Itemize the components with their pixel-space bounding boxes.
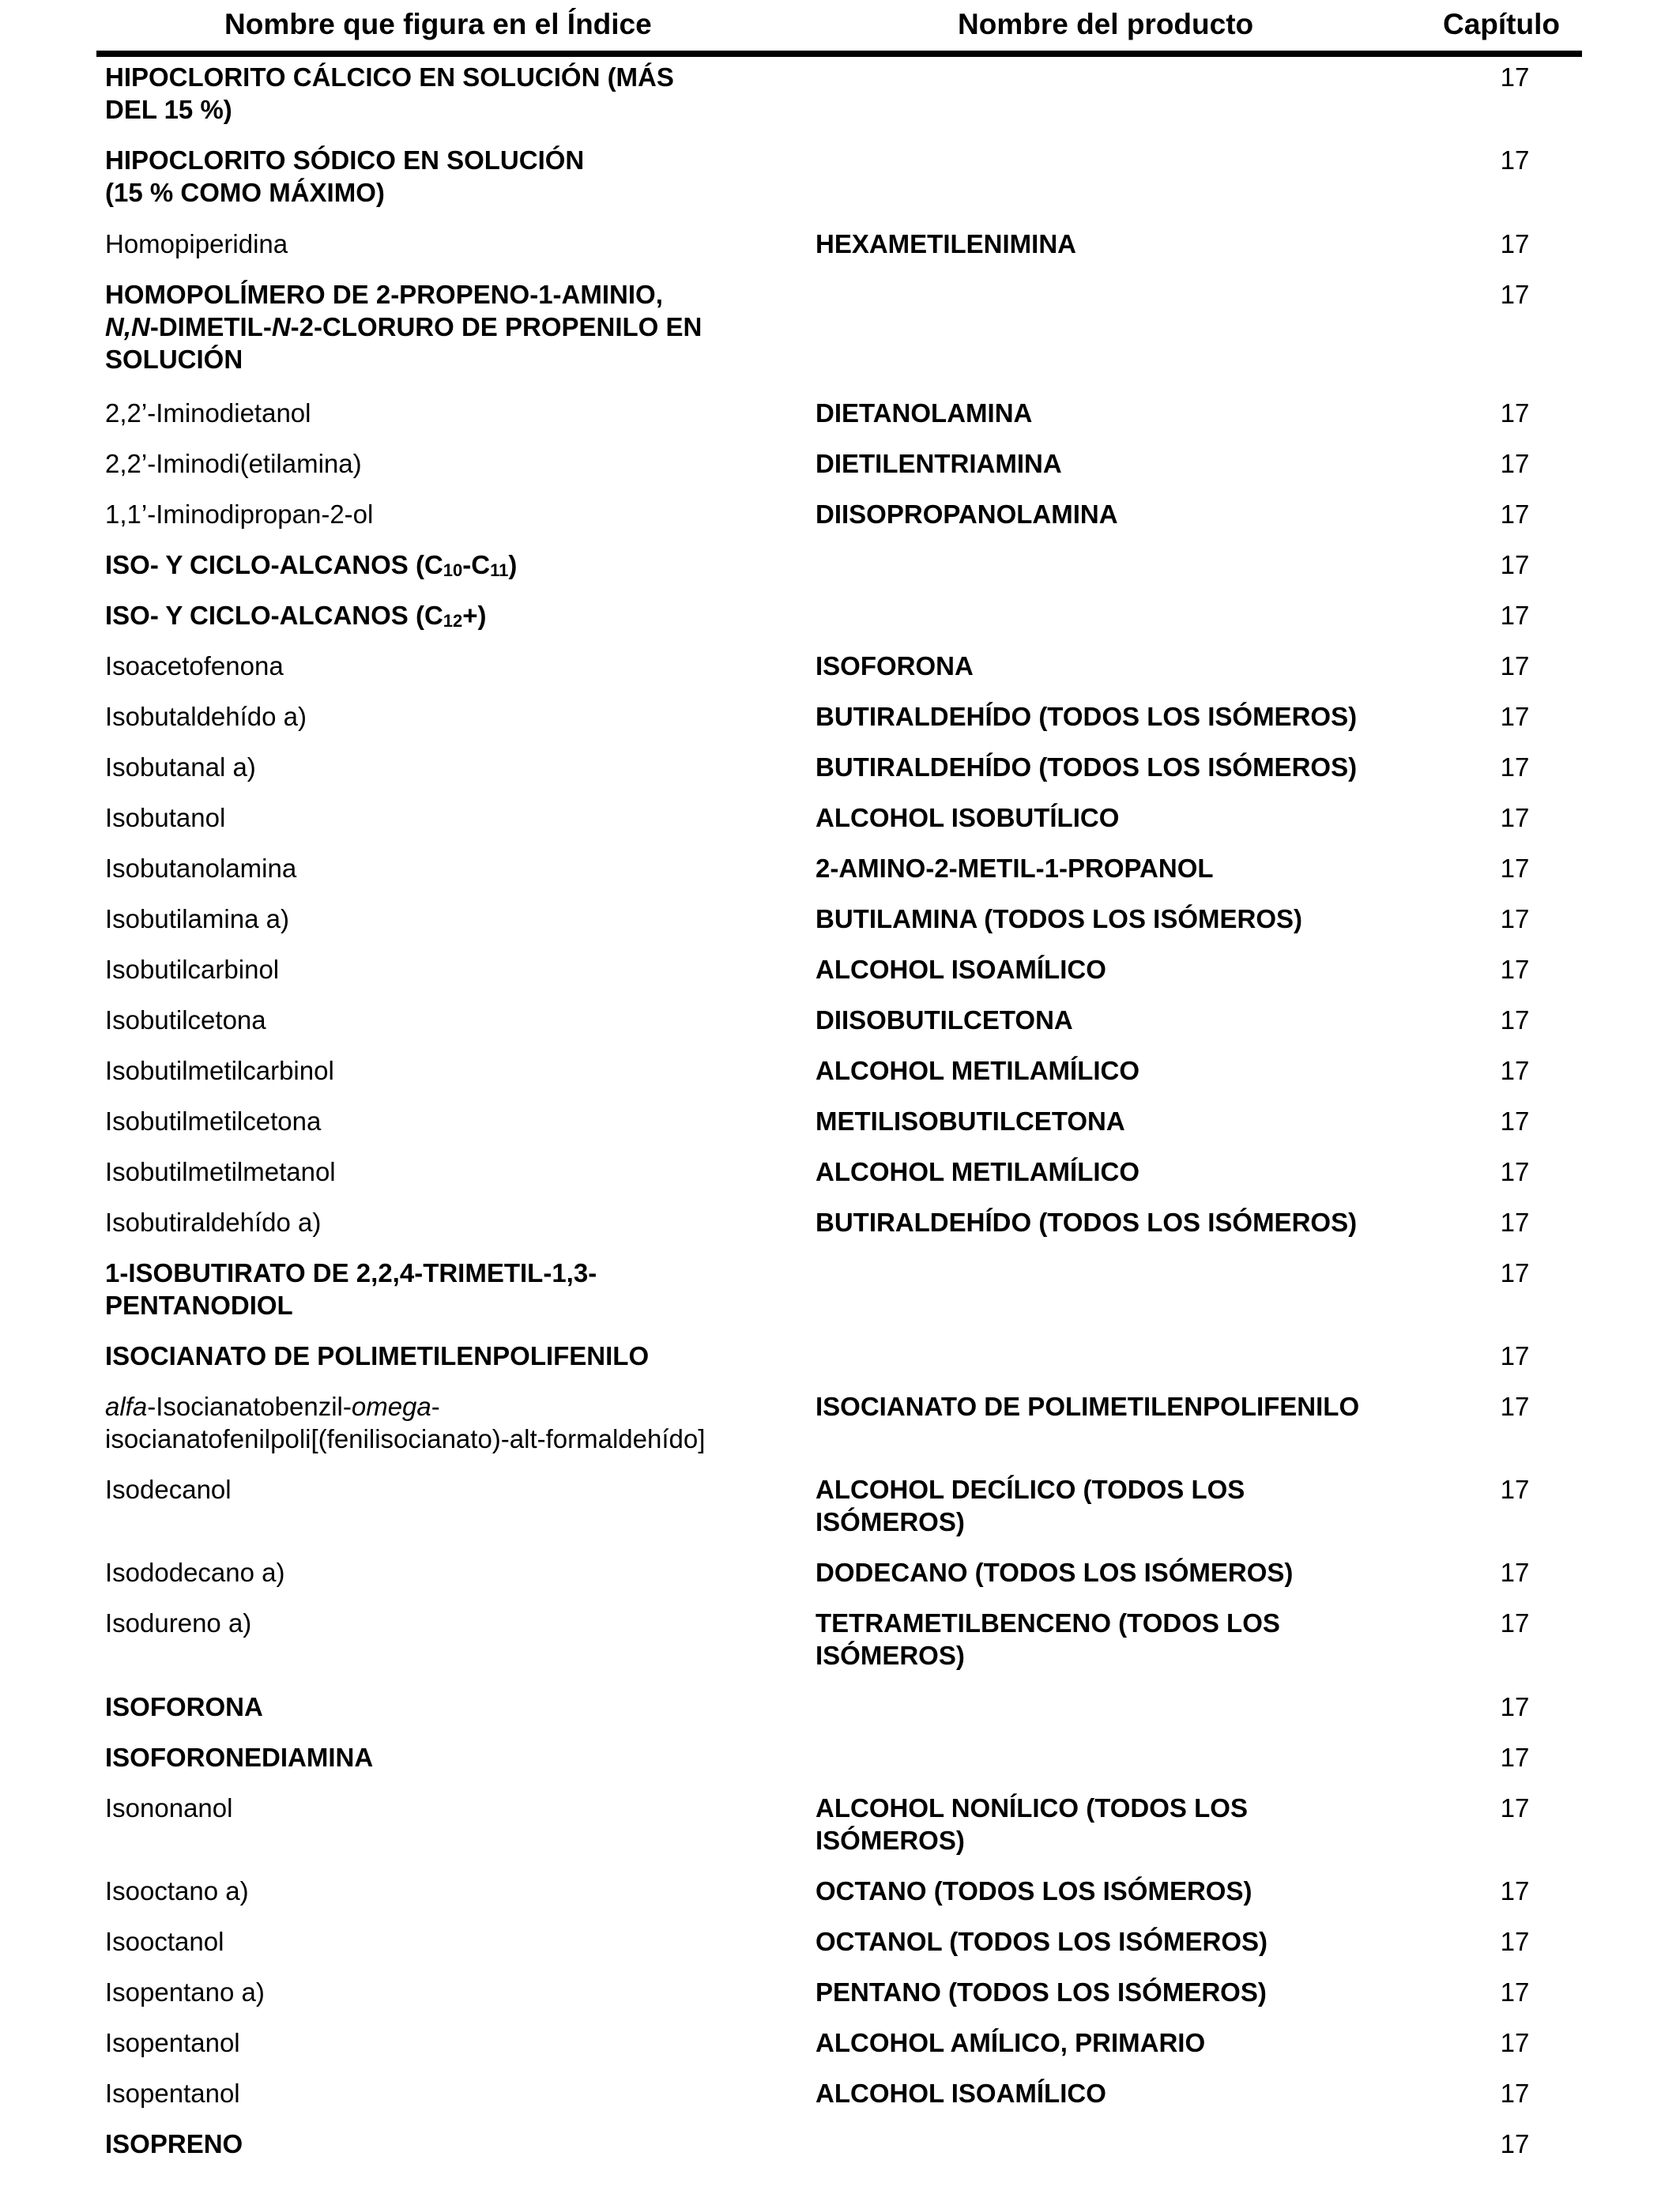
index-name-cell: Isobutilmetilcarbinol xyxy=(105,1056,334,1085)
chapter-cell: 17 xyxy=(1500,1743,1530,1772)
index-name-cell: Isopentanol xyxy=(105,2028,240,2057)
header-product-name: Nombre del producto xyxy=(958,8,1254,40)
chapter-cell: 17 xyxy=(1500,854,1530,883)
index-name-cell: 2,2’-Iminodi(etilamina) xyxy=(105,449,362,478)
chapter-cell: 17 xyxy=(1500,1558,1530,1587)
chapter-cell: 17 xyxy=(1500,499,1530,529)
index-name-cell: ISOFORONA xyxy=(105,1692,263,1721)
index-name-cell: Isobutilmetilcetona xyxy=(105,1106,322,1136)
product-name-cell: METILISOBUTILCETONA xyxy=(816,1106,1125,1136)
chapter-cell: 17 xyxy=(1500,1005,1530,1035)
product-name-cell: DODECANO (TODOS LOS ISÓMEROS) xyxy=(816,1558,1294,1587)
index-name-cell: Isobutilcarbinol xyxy=(105,955,280,984)
index-name-cell: Isododecano a) xyxy=(105,1558,285,1587)
index-name-cell: ISO- Y CICLO-ALCANOS $(C_{12}+)$ xyxy=(105,601,487,631)
product-name-cell: ALCOHOL DECÍLICO (TODOS LOS ISÓMEROS) xyxy=(816,1475,1245,1536)
chapter-cell: 17 xyxy=(1500,1341,1530,1370)
index-name-cell: 2,2’-Iminodietanol xyxy=(105,398,311,428)
chapter-cell: 17 xyxy=(1500,1106,1530,1136)
index-name-cell: alfa-Isocianatobenzil-omega- isocianatofenilpoli[(fenilisocianato)-alt-formaldehído] xyxy=(105,1392,706,1453)
chapter-cell: 17 xyxy=(1500,1056,1530,1085)
index-name-cell: Isobutaldehído a) xyxy=(105,702,307,731)
header-rule xyxy=(96,51,1582,57)
product-name-cell: BUTIRALDEHÍDO (TODOS LOS ISÓMEROS) xyxy=(816,702,1358,731)
index-name-cell: Isobutanal a) xyxy=(105,752,256,782)
chapter-cell: 17 xyxy=(1500,651,1530,680)
chapter-cell: 17 xyxy=(1500,752,1530,782)
product-name-cell: OCTANOL (TODOS LOS ISÓMEROS) xyxy=(816,1927,1268,1956)
product-name-cell: DIISOBUTILCETONA xyxy=(816,1005,1073,1035)
product-name-cell: PENTANO (TODOS LOS ISÓMEROS) xyxy=(816,1977,1267,2007)
chapter-cell: 17 xyxy=(1500,1258,1530,1287)
chapter-cell: 17 xyxy=(1500,62,1530,92)
index-name-cell: ISOFORONEDIAMINA xyxy=(105,1743,374,1772)
chapter-cell: 17 xyxy=(1500,1927,1530,1956)
index-name-cell: HIPOCLORITO CÁLCICO EN SOLUCIÓN (MÁS DEL 15 %) xyxy=(105,62,674,124)
product-name-cell: BUTIRALDEHÍDO (TODOS LOS ISÓMEROS) xyxy=(816,752,1358,782)
chapter-cell: 17 xyxy=(1500,955,1530,984)
index-name-cell: Isobutilamina a) xyxy=(105,904,289,933)
index-name-cell: Isobutilcetona xyxy=(105,1005,266,1035)
index-name-cell: Isooctanol xyxy=(105,1927,224,1956)
index-name-cell: ISO- Y CICLO-ALCANOS $(C_{10}-C_{11})$ xyxy=(105,550,518,580)
product-name-cell: HEXAMETILENIMINA xyxy=(816,229,1076,258)
chapter-cell: 17 xyxy=(1500,702,1530,731)
table-header xyxy=(96,0,1582,49)
chapter-cell: 17 xyxy=(1500,1475,1530,1504)
product-name-cell: OCTANO (TODOS LOS ISÓMEROS) xyxy=(816,1876,1252,1906)
index-name-cell: 1,1’-Iminodipropan-2-ol xyxy=(105,499,374,529)
index-name-cell: Isobutanolamina xyxy=(105,854,297,883)
chapter-cell: 17 xyxy=(1500,280,1530,309)
product-name-cell: TETRAMETILBENCENO (TODOS LOS ISÓMEROS) xyxy=(816,1608,1280,1670)
product-name-cell: BUTIRALDEHÍDO (TODOS LOS ISÓMEROS) xyxy=(816,1208,1358,1237)
chapter-cell: 17 xyxy=(1500,145,1530,175)
chapter-cell: 17 xyxy=(1500,1977,1530,2007)
chapter-cell: 17 xyxy=(1500,601,1530,630)
chapter-cell: 17 xyxy=(1500,1793,1530,1823)
index-name-cell: Isopentanol xyxy=(105,2079,240,2108)
product-name-cell: ALCOHOL ISOAMÍLICO xyxy=(816,2079,1106,2108)
chapter-cell: 17 xyxy=(1500,2129,1530,2158)
index-name-cell: Isooctano a) xyxy=(105,1876,249,1906)
product-name-cell: ALCOHOL AMÍLICO, PRIMARIO xyxy=(816,2028,1206,2057)
index-name-cell: ISOPRENO xyxy=(105,2129,243,2158)
product-name-cell: DIETANOLAMINA xyxy=(816,398,1033,428)
chapter-cell: 17 xyxy=(1500,1208,1530,1237)
chapter-cell: 17 xyxy=(1500,550,1530,579)
chapter-cell: 17 xyxy=(1500,1392,1530,1421)
index-name-cell: Isoacetofenona xyxy=(105,651,284,680)
index-name-cell: Isopentano a) xyxy=(105,1977,265,2007)
chapter-cell: 17 xyxy=(1500,1608,1530,1638)
index-name-cell: Isononanol xyxy=(105,1793,233,1823)
chapter-cell: 17 xyxy=(1500,398,1530,428)
header-index-name: Nombre que figura en el Índice xyxy=(224,8,652,40)
index-name-cell: HIPOCLORITO SÓDICO EN SOLUCIÓN (15 % COMO MÁXIMO) xyxy=(105,145,585,207)
product-name-cell: ALCOHOL METILAMÍLICO xyxy=(816,1056,1140,1085)
index-name-cell: Isobutiraldehído a) xyxy=(105,1208,322,1237)
product-name-cell: ALCOHOL ISOAMÍLICO xyxy=(816,955,1106,984)
product-name-cell: ISOCIANATO DE POLIMETILENPOLIFENILO xyxy=(816,1392,1360,1421)
product-name-cell: DIETILENTRIAMINA xyxy=(816,449,1062,478)
header-chapter: Capítulo xyxy=(1443,8,1560,40)
product-name-cell: DIISOPROPANOLAMINA xyxy=(816,499,1118,529)
index-name-cell: Isodureno a) xyxy=(105,1608,252,1638)
index-name-cell: 1-ISOBUTIRATO DE 2,2,4-TRIMETIL-1,3- PENTANODIOL xyxy=(105,1258,597,1320)
chapter-cell: 17 xyxy=(1500,2079,1530,2108)
index-name-cell: Isobutilmetilmetanol xyxy=(105,1157,336,1186)
chapter-cell: 17 xyxy=(1500,449,1530,478)
chapter-cell: 17 xyxy=(1500,2028,1530,2057)
product-name-cell: ISOFORONA xyxy=(816,651,974,680)
product-name-cell: 2-AMINO-2-METIL-1-PROPANOL xyxy=(816,854,1214,883)
product-name-cell: ALCOHOL METILAMÍLICO xyxy=(816,1157,1140,1186)
index-name-cell: Homopiperidina xyxy=(105,229,288,258)
index-name-cell: Isodecanol xyxy=(105,1475,232,1504)
index-name-cell: Isobutanol xyxy=(105,803,226,832)
product-name-cell: BUTILAMINA (TODOS LOS ISÓMEROS) xyxy=(816,904,1302,933)
product-name-cell: ALCOHOL ISOBUTÍLICO xyxy=(816,803,1120,832)
chapter-cell: 17 xyxy=(1500,1157,1530,1186)
product-name-cell: ALCOHOL NONÍLICO (TODOS LOS ISÓMEROS) xyxy=(816,1793,1248,1855)
index-name-cell: HOMOPOLÍMERO DE 2-PROPENO-1-AMINIO, N,N-DIMETIL-N-2-CLORURO DE PROPENILO EN SOLUCIÓN xyxy=(105,280,703,374)
chapter-cell: 17 xyxy=(1500,1692,1530,1721)
chapter-cell: 17 xyxy=(1500,229,1530,258)
index-name-cell: ISOCIANATO DE POLIMETILENPOLIFENILO xyxy=(105,1341,650,1370)
chapter-cell: 17 xyxy=(1500,803,1530,832)
chapter-cell: 17 xyxy=(1500,1876,1530,1906)
chapter-cell: 17 xyxy=(1500,904,1530,933)
